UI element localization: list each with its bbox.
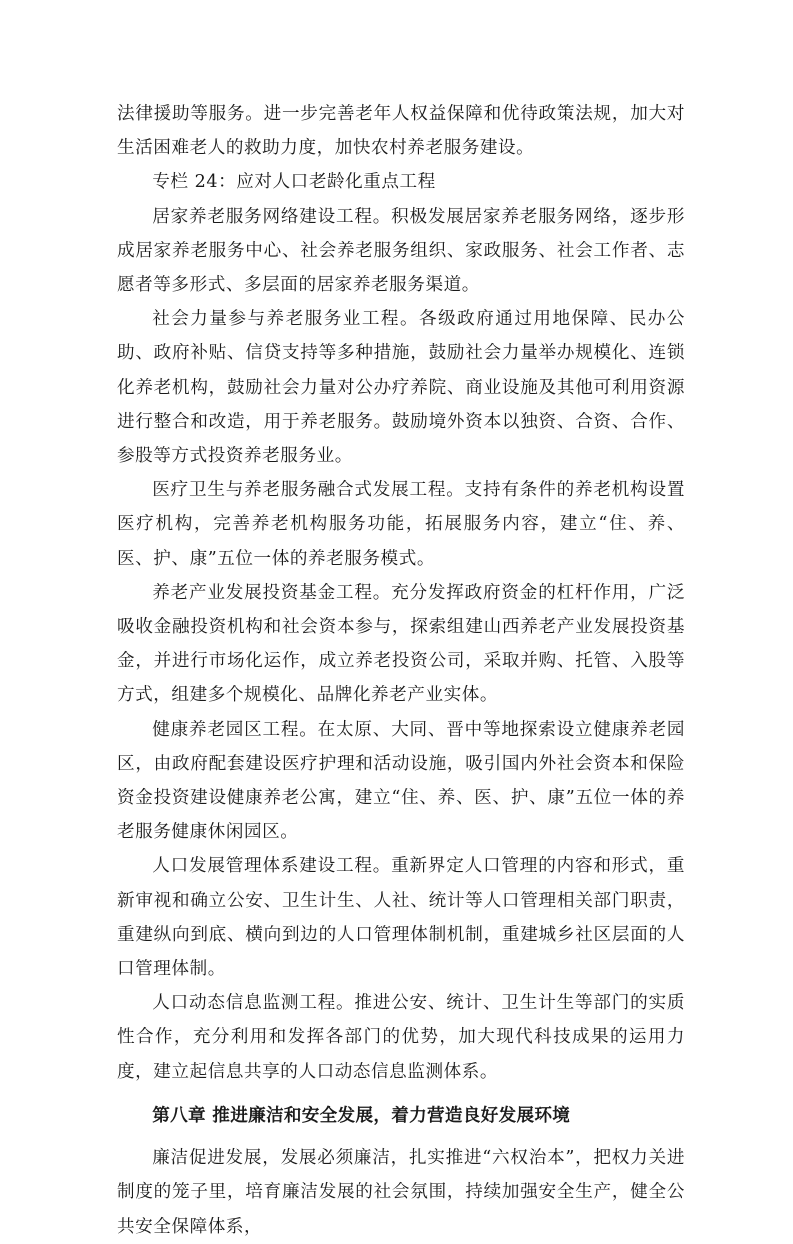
chapter-heading: 第八章 推进廉洁和安全发展，着力营造良好发展环境 [152,1105,571,1126]
paragraph-chapter-intro: 廉洁促进发展，发展必须廉洁，扎实推进“六权治本”，把权力关进制度的笼子里，培育廉洁发展的社会氛围，持续加强安全生产，健全公共安全保障体系， [117,1148,685,1237]
column-box-title: 专栏 24：应对人口老龄化重点工程 [152,172,436,193]
paragraph-home-care-network: 居家养老服务网络建设工程。积极发展居家养老服务网络，逐步形成居家养老服务中心、社会养老服务组织、家政服务、社会工作者、志愿者等多形式、多层面的居家养老服务渠道。 [117,206,685,296]
paragraph-investment-fund: 养老产业发展投资基金工程。充分发挥政府资金的杠杆作用，广泛吸收金融投资机构和社会资本参与，探索组建山西养老产业发展投资基金，并进行市场化运作，成立养老投资公司，采取并购、托管、入股等方式，组建多个规模化、品牌化养老产业实体。 [117,582,685,706]
paragraph-health-park: 健康养老园区工程。在太原、大同、晋中等地探索设立健康养老园区，由政府配套建设医疗护理和活动设施，吸引国内外社会资本和保险资金投资建设健康养老公寓，建立“住、养、医、护、康”五位一体的养老服务健康休闲园区。 [117,719,685,843]
paragraph-continuation: 法律援助等服务。进一步完善老年人权益保障和优待政策法规，加大对生活困难老人的救助力度，加快农村养老服务建设。 [117,104,685,159]
document-body [117,97,685,1244]
paragraph-population-management: 人口发展管理体系建设工程。重新界定人口管理的内容和形式，重新审视和确立公安、卫生计生、人社、统计等人口管理相关部门职责，重建纵向到底、横向到边的人口管理体制机制，重建城乡社区层面的人口管理体制。 [117,856,685,980]
paragraph-population-monitoring: 人口动态信息监测工程。推进公安、统计、卫生计生等部门的实质性合作，充分利用和发挥各部门的优势，加大现代科技成果的运用力度，建立起信息共享的人口动态信息监测体系。 [117,993,685,1082]
paragraph-medical-integration: 医疗卫生与养老服务融合式发展工程。支持有条件的养老机构设置医疗机构，完善养老机构服务功能，拓展服务内容，建立“住、养、医、护、康”五位一体的养老服务模式。 [117,480,685,569]
paragraph-social-participation: 社会力量参与养老服务业工程。各级政府通过用地保障、民办公助、政府补贴、信贷支持等多种措施，鼓励社会力量举办规模化、连锁化养老机构，鼓励社会力量对公办疗养院、商业设施及其他可利用资源进行整合和改造，用于养老服务。鼓励境外资本以独资、合资、合作、参股等方式投资养老服务业。 [117,309,685,467]
